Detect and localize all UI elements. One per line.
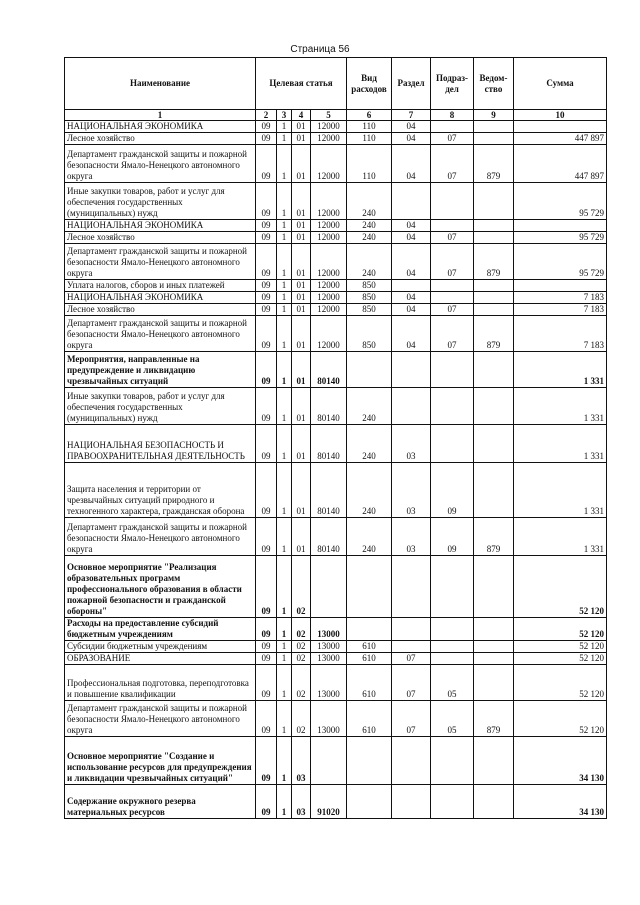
cell-code-2: 1 — [277, 352, 292, 388]
cell-podrazdel: 05 — [431, 665, 474, 701]
cell-code-3: 01 — [292, 388, 311, 425]
cell-vid-rashodov — [347, 352, 392, 388]
header-podrazdel: Подраз-дел — [431, 58, 474, 110]
cell-code-4: 13000 — [311, 618, 347, 641]
cell-razdel — [392, 737, 431, 785]
cell-code-2: 1 — [277, 785, 292, 819]
cell-vid-rashodov: 240 — [347, 220, 392, 232]
cell-code-4: 80140 — [311, 518, 347, 556]
cell-vid-rashodov: 610 — [347, 665, 392, 701]
cell-vedomstvo — [474, 388, 514, 425]
cell-vid-rashodov: 240 — [347, 425, 392, 463]
cell-summa: 34 130 — [514, 785, 607, 819]
cell-razdel — [392, 183, 431, 220]
cell-podrazdel — [431, 737, 474, 785]
cell-code-1: 09 — [256, 292, 277, 304]
cell-summa: 52 120 — [514, 665, 607, 701]
cell-code-4: 13000 — [311, 701, 347, 737]
cell-summa: 447 897 — [514, 145, 607, 183]
cell-code-1: 09 — [256, 785, 277, 819]
budget-table — [64, 57, 607, 819]
cell-summa — [514, 220, 607, 232]
cell-summa: 1 331 — [514, 463, 607, 518]
cell-code-3: 02 — [292, 618, 311, 641]
cell-code-1: 09 — [256, 316, 277, 352]
cell-code-1: 09 — [256, 463, 277, 518]
cell-razdel — [392, 785, 431, 819]
cell-code-2: 1 — [277, 232, 292, 244]
cell-code-3: 01 — [292, 244, 311, 280]
cell-name: Департамент гражданской защиты и пожарной безопасности Ямало-Ненецкого автономного округа — [65, 316, 256, 352]
cell-summa: 7 183 — [514, 304, 607, 316]
cell-code-1: 09 — [256, 232, 277, 244]
cell-podrazdel — [431, 220, 474, 232]
cell-code-1: 09 — [256, 280, 277, 292]
cell-code-1: 09 — [256, 183, 277, 220]
cell-vedomstvo: 879 — [474, 316, 514, 352]
cell-name: Департамент гражданской защиты и пожарной безопасности Ямало-Ненецкого автономного округа — [65, 244, 256, 280]
page-number: Страница 56 — [290, 44, 350, 55]
column-number: 5 — [311, 110, 347, 121]
cell-vedomstvo: 879 — [474, 244, 514, 280]
cell-code-2: 1 — [277, 316, 292, 352]
cell-code-3: 01 — [292, 232, 311, 244]
cell-podrazdel — [431, 618, 474, 641]
cell-vid-rashodov — [347, 618, 392, 641]
cell-code-1: 09 — [256, 618, 277, 641]
cell-code-3: 01 — [292, 304, 311, 316]
cell-razdel: 03 — [392, 518, 431, 556]
table-row — [65, 133, 607, 145]
cell-summa: 52 120 — [514, 701, 607, 737]
cell-podrazdel — [431, 183, 474, 220]
cell-summa: 52 120 — [514, 653, 607, 665]
cell-vedomstvo — [474, 220, 514, 232]
cell-summa: 34 130 — [514, 737, 607, 785]
table-row — [65, 244, 607, 280]
cell-name: Лесное хозяйство — [65, 304, 256, 316]
cell-vedomstvo — [474, 653, 514, 665]
cell-vedomstvo — [474, 280, 514, 292]
cell-code-4: 12000 — [311, 183, 347, 220]
cell-code-1: 09 — [256, 641, 277, 653]
cell-code-1: 09 — [256, 121, 277, 133]
cell-vedomstvo — [474, 737, 514, 785]
cell-summa: 52 120 — [514, 556, 607, 618]
cell-code-1: 09 — [256, 244, 277, 280]
cell-razdel: 07 — [392, 653, 431, 665]
cell-podrazdel: 07 — [431, 145, 474, 183]
cell-code-3: 03 — [292, 785, 311, 819]
cell-summa: 1 331 — [514, 388, 607, 425]
cell-code-2: 1 — [277, 518, 292, 556]
cell-podrazdel — [431, 641, 474, 653]
header-vedomstvo: Ведом-ство — [474, 58, 514, 110]
cell-code-2: 1 — [277, 220, 292, 232]
cell-code-4: 91020 — [311, 785, 347, 819]
cell-code-3: 01 — [292, 463, 311, 518]
cell-name: Лесное хозяйство — [65, 232, 256, 244]
cell-podrazdel — [431, 121, 474, 133]
table-row — [65, 737, 607, 785]
cell-code-3: 01 — [292, 518, 311, 556]
cell-razdel: 07 — [392, 701, 431, 737]
cell-vedomstvo — [474, 618, 514, 641]
cell-code-2: 1 — [277, 133, 292, 145]
table-row — [65, 463, 607, 518]
cell-vedomstvo — [474, 463, 514, 518]
cell-code-1: 09 — [256, 518, 277, 556]
cell-code-2: 1 — [277, 618, 292, 641]
cell-code-1: 09 — [256, 701, 277, 737]
cell-summa: 7 183 — [514, 292, 607, 304]
cell-vid-rashodov: 850 — [347, 280, 392, 292]
cell-summa — [514, 280, 607, 292]
cell-vid-rashodov — [347, 785, 392, 819]
cell-code-4: 80140 — [311, 352, 347, 388]
cell-name: Основное мероприятие "Реализация образовательных программ профессионального образования в области пожарной безопасности и гражданской обороны" — [65, 556, 256, 618]
table-row — [65, 183, 607, 220]
cell-code-3: 01 — [292, 352, 311, 388]
cell-podrazdel: 05 — [431, 701, 474, 737]
cell-name: Содержание окружного резерва материальных ресурсов — [65, 785, 256, 819]
cell-code-3: 01 — [292, 121, 311, 133]
cell-code-2: 1 — [277, 388, 292, 425]
cell-vid-rashodov: 610 — [347, 641, 392, 653]
column-number: 9 — [474, 110, 514, 121]
cell-name: Департамент гражданской защиты и пожарной безопасности Ямало-Ненецкого автономного округа — [65, 518, 256, 556]
cell-podrazdel — [431, 785, 474, 819]
cell-code-1: 09 — [256, 133, 277, 145]
cell-podrazdel — [431, 653, 474, 665]
cell-code-2: 1 — [277, 665, 292, 701]
cell-code-4 — [311, 737, 347, 785]
cell-razdel: 04 — [392, 220, 431, 232]
cell-code-1: 09 — [256, 737, 277, 785]
cell-vid-rashodov — [347, 556, 392, 618]
cell-vid-rashodov: 610 — [347, 653, 392, 665]
cell-vid-rashodov: 240 — [347, 388, 392, 425]
cell-vedomstvo — [474, 425, 514, 463]
header-razdel: Раздел — [392, 58, 431, 110]
cell-podrazdel: 09 — [431, 518, 474, 556]
cell-code-3: 03 — [292, 737, 311, 785]
cell-razdel: 04 — [392, 292, 431, 304]
cell-code-4 — [311, 556, 347, 618]
cell-code-4: 12000 — [311, 232, 347, 244]
cell-code-4: 12000 — [311, 133, 347, 145]
column-number: 7 — [392, 110, 431, 121]
cell-name: Департамент гражданской защиты и пожарной безопасности Ямало-Ненецкого автономного округа — [65, 145, 256, 183]
column-number: 6 — [347, 110, 392, 121]
table-row — [65, 556, 607, 618]
cell-name: Лесное хозяйство — [65, 133, 256, 145]
cell-podrazdel — [431, 425, 474, 463]
cell-summa: 1 331 — [514, 518, 607, 556]
cell-vedomstvo — [474, 785, 514, 819]
cell-razdel — [392, 352, 431, 388]
cell-name: ОБРАЗОВАНИЕ — [65, 653, 256, 665]
header-target: Целевая статья — [256, 58, 347, 110]
cell-vid-rashodov: 610 — [347, 701, 392, 737]
cell-vedomstvo — [474, 556, 514, 618]
cell-code-2: 1 — [277, 183, 292, 220]
cell-code-4: 12000 — [311, 145, 347, 183]
cell-podrazdel — [431, 292, 474, 304]
cell-summa: 52 120 — [514, 641, 607, 653]
cell-code-1: 09 — [256, 352, 277, 388]
cell-code-4: 80140 — [311, 425, 347, 463]
cell-code-3: 01 — [292, 133, 311, 145]
cell-razdel — [392, 641, 431, 653]
cell-razdel — [392, 618, 431, 641]
cell-vid-rashodov: 110 — [347, 133, 392, 145]
cell-summa: 447 897 — [514, 133, 607, 145]
cell-name: НАЦИОНАЛЬНАЯ ЭКОНОМИКА — [65, 292, 256, 304]
cell-code-1: 09 — [256, 304, 277, 316]
column-number: 2 — [256, 110, 277, 121]
table-row — [65, 653, 607, 665]
cell-podrazdel — [431, 556, 474, 618]
cell-razdel: 04 — [392, 145, 431, 183]
cell-summa — [514, 121, 607, 133]
column-number: 1 — [65, 110, 256, 121]
cell-code-4: 12000 — [311, 121, 347, 133]
cell-code-4: 80140 — [311, 388, 347, 425]
table-row — [65, 618, 607, 641]
table-row — [65, 352, 607, 388]
column-number: 8 — [431, 110, 474, 121]
cell-vedomstvo — [474, 183, 514, 220]
cell-name: НАЦИОНАЛЬНАЯ ЭКОНОМИКА — [65, 220, 256, 232]
cell-code-3: 01 — [292, 183, 311, 220]
cell-name: Расходы на предоставление субсидий бюджетным учреждениям — [65, 618, 256, 641]
table-row — [65, 425, 607, 463]
cell-code-2: 1 — [277, 425, 292, 463]
cell-vid-rashodov: 850 — [347, 292, 392, 304]
table-row — [65, 641, 607, 653]
cell-code-2: 1 — [277, 556, 292, 618]
cell-vid-rashodov: 110 — [347, 121, 392, 133]
cell-code-3: 02 — [292, 701, 311, 737]
cell-name: Департамент гражданской защиты и пожарной безопасности Ямало-Ненецкого автономного округа — [65, 701, 256, 737]
cell-name: НАЦИОНАЛЬНАЯ ЭКОНОМИКА — [65, 121, 256, 133]
table-row — [65, 388, 607, 425]
cell-code-2: 1 — [277, 304, 292, 316]
cell-code-2: 1 — [277, 653, 292, 665]
cell-razdel: 04 — [392, 316, 431, 352]
cell-summa: 1 331 — [514, 352, 607, 388]
table-row — [65, 785, 607, 819]
cell-code-1: 09 — [256, 388, 277, 425]
cell-vid-rashodov: 240 — [347, 244, 392, 280]
cell-code-2: 1 — [277, 463, 292, 518]
table-body — [65, 121, 607, 819]
cell-razdel: 04 — [392, 133, 431, 145]
cell-podrazdel — [431, 388, 474, 425]
table-row — [65, 665, 607, 701]
cell-podrazdel: 07 — [431, 133, 474, 145]
cell-podrazdel: 07 — [431, 244, 474, 280]
table-row — [65, 701, 607, 737]
cell-vedomstvo — [474, 352, 514, 388]
cell-code-2: 1 — [277, 641, 292, 653]
cell-code-3: 02 — [292, 665, 311, 701]
cell-vid-rashodov: 850 — [347, 304, 392, 316]
cell-code-4: 12000 — [311, 280, 347, 292]
cell-podrazdel: 07 — [431, 316, 474, 352]
cell-razdel: 07 — [392, 665, 431, 701]
cell-vid-rashodov: 240 — [347, 183, 392, 220]
cell-code-4: 12000 — [311, 220, 347, 232]
cell-razdel: 03 — [392, 463, 431, 518]
cell-name: Защита населения и территории от чрезвычайных ситуаций природного и техногенного характера, гражданская оборона — [65, 463, 256, 518]
cell-code-2: 1 — [277, 145, 292, 183]
cell-vedomstvo: 879 — [474, 518, 514, 556]
cell-vid-rashodov: 240 — [347, 518, 392, 556]
cell-code-3: 01 — [292, 292, 311, 304]
cell-name: Иные закупки товаров, работ и услуг для обеспечения государственных (муниципальных) нужд — [65, 388, 256, 425]
cell-name: Иные закупки товаров, работ и услуг для обеспечения государственных (муниципальных) нужд — [65, 183, 256, 220]
table-row — [65, 518, 607, 556]
cell-name: НАЦИОНАЛЬНАЯ БЕЗОПАСНОСТЬ И ПРАВООХРАНИТЕЛЬНАЯ ДЕЯТЕЛЬНОСТЬ — [65, 425, 256, 463]
header-summa: Сумма — [514, 58, 607, 110]
cell-name: Профессиональная подготовка, переподготовка и повышение квалификации — [65, 665, 256, 701]
column-numbers-row — [65, 110, 607, 121]
cell-razdel: 04 — [392, 244, 431, 280]
table-row — [65, 121, 607, 133]
table-row — [65, 292, 607, 304]
cell-vedomstvo — [474, 665, 514, 701]
cell-code-1: 09 — [256, 653, 277, 665]
cell-summa: 52 120 — [514, 618, 607, 641]
cell-code-3: 02 — [292, 556, 311, 618]
cell-podrazdel — [431, 352, 474, 388]
column-number: 10 — [514, 110, 607, 121]
cell-code-1: 09 — [256, 145, 277, 183]
cell-code-4: 12000 — [311, 292, 347, 304]
table-row — [65, 316, 607, 352]
cell-razdel: 04 — [392, 121, 431, 133]
table-row — [65, 145, 607, 183]
table-row — [65, 232, 607, 244]
cell-razdel: 04 — [392, 232, 431, 244]
cell-vid-rashodov: 110 — [347, 145, 392, 183]
cell-code-3: 01 — [292, 145, 311, 183]
cell-vid-rashodov: 240 — [347, 232, 392, 244]
cell-vedomstvo — [474, 641, 514, 653]
cell-code-3: 01 — [292, 280, 311, 292]
cell-code-3: 01 — [292, 425, 311, 463]
cell-razdel: 03 — [392, 425, 431, 463]
table-row — [65, 220, 607, 232]
cell-name: Субсидии бюджетным учреждениям — [65, 641, 256, 653]
cell-vedomstvo: 879 — [474, 701, 514, 737]
cell-code-2: 1 — [277, 244, 292, 280]
cell-vedomstvo — [474, 304, 514, 316]
cell-code-4: 80140 — [311, 463, 347, 518]
cell-podrazdel: 07 — [431, 232, 474, 244]
cell-code-1: 09 — [256, 425, 277, 463]
cell-podrazdel — [431, 280, 474, 292]
cell-name: Мероприятия, направленные на предупреждение и ликвидацию чрезвычайных ситуаций — [65, 352, 256, 388]
header-vid: Вид расходов — [347, 58, 392, 110]
table-row — [65, 280, 607, 292]
cell-code-2: 1 — [277, 701, 292, 737]
cell-code-4: 12000 — [311, 244, 347, 280]
cell-podrazdel: 07 — [431, 304, 474, 316]
cell-vid-rashodov: 850 — [347, 316, 392, 352]
cell-code-3: 02 — [292, 641, 311, 653]
cell-code-4: 12000 — [311, 316, 347, 352]
cell-vedomstvo: 879 — [474, 145, 514, 183]
cell-code-2: 1 — [277, 280, 292, 292]
cell-summa: 1 331 — [514, 425, 607, 463]
cell-razdel — [392, 388, 431, 425]
cell-razdel: 04 — [392, 304, 431, 316]
cell-code-4: 13000 — [311, 653, 347, 665]
cell-vedomstvo — [474, 121, 514, 133]
cell-code-1: 09 — [256, 220, 277, 232]
cell-vid-rashodov — [347, 737, 392, 785]
cell-code-4: 13000 — [311, 641, 347, 653]
cell-code-3: 02 — [292, 653, 311, 665]
cell-razdel — [392, 280, 431, 292]
cell-code-3: 01 — [292, 220, 311, 232]
cell-summa: 7 183 — [514, 316, 607, 352]
cell-code-2: 1 — [277, 121, 292, 133]
cell-code-2: 1 — [277, 292, 292, 304]
cell-summa: 95 729 — [514, 183, 607, 220]
cell-name: Основное мероприятие "Создание и использование ресурсов для предупреждения и ликвидации чрезвычайных ситуаций" — [65, 737, 256, 785]
cell-code-2: 1 — [277, 737, 292, 785]
cell-razdel — [392, 556, 431, 618]
column-number: 3 — [277, 110, 292, 121]
cell-vedomstvo — [474, 133, 514, 145]
cell-code-3: 01 — [292, 316, 311, 352]
cell-summa: 95 729 — [514, 244, 607, 280]
cell-code-4: 12000 — [311, 304, 347, 316]
cell-podrazdel: 09 — [431, 463, 474, 518]
cell-vedomstvo — [474, 292, 514, 304]
header-name: Наименование — [65, 58, 256, 110]
cell-name: Уплата налогов, сборов и иных платежей — [65, 280, 256, 292]
cell-code-1: 09 — [256, 665, 277, 701]
cell-vid-rashodov: 240 — [347, 463, 392, 518]
cell-summa: 95 729 — [514, 232, 607, 244]
cell-code-4: 13000 — [311, 665, 347, 701]
column-number: 4 — [292, 110, 311, 121]
table-row — [65, 304, 607, 316]
cell-vedomstvo — [474, 232, 514, 244]
cell-code-1: 09 — [256, 556, 277, 618]
